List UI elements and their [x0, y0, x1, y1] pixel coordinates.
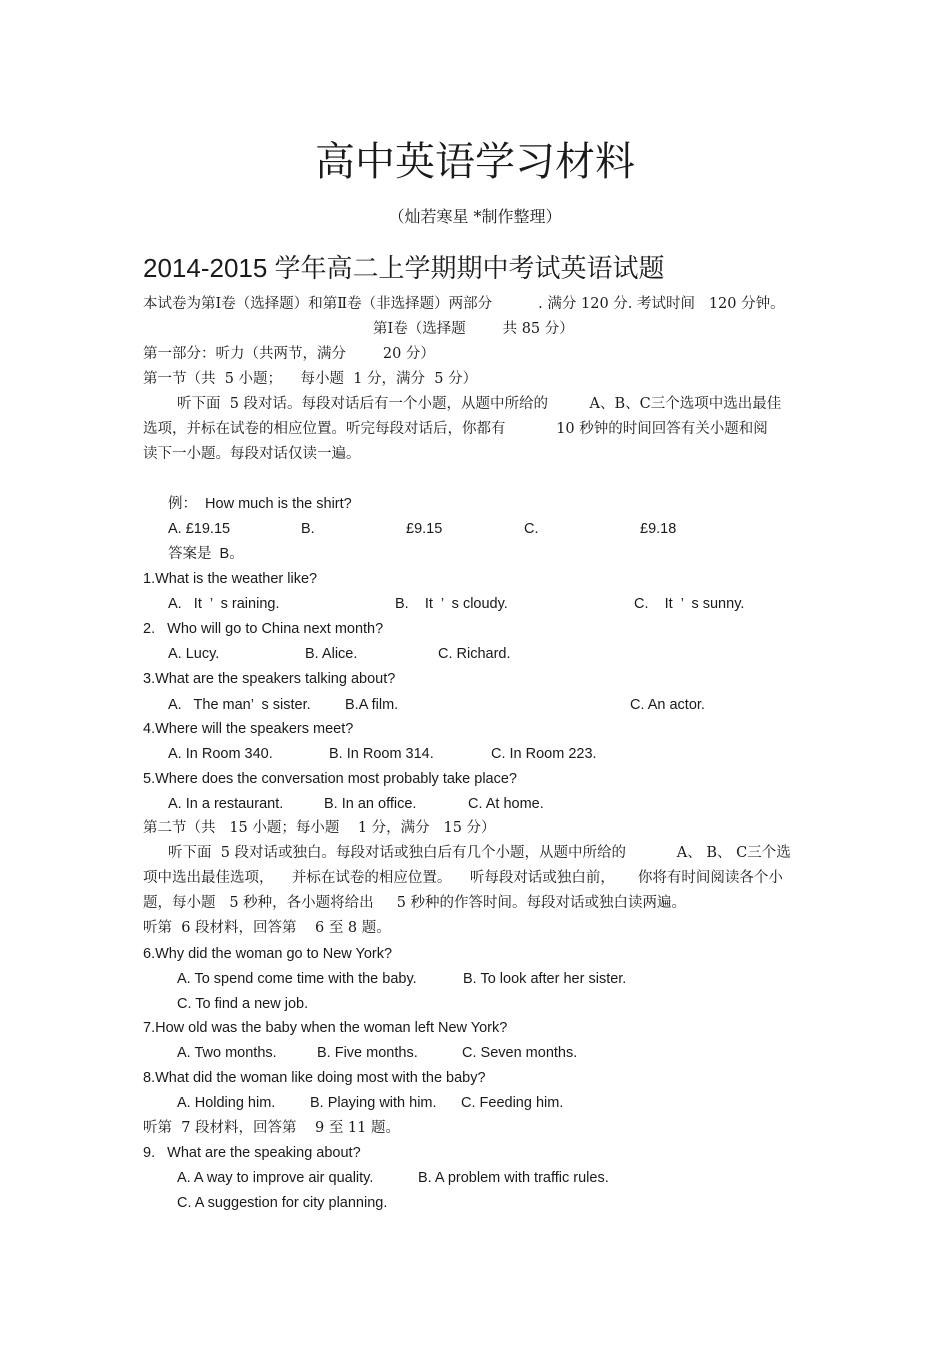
option: A. In a restaurant.	[168, 796, 284, 812]
option: B. To look after her sister.	[463, 971, 627, 987]
option: A. The man’ s sister.	[168, 697, 311, 713]
example-option-c: C.	[524, 521, 539, 537]
instruction-line: 题，每小题 5 秒种，各小题将给出 5 秒种的作答时间。每段对话或独白读两遍。	[143, 895, 687, 911]
option: A. Lucy.	[168, 646, 220, 662]
question: 1.What is the weather like?	[143, 571, 318, 587]
question: 3.What are the speakers talking about?	[143, 671, 396, 687]
option: B. In an office.	[324, 796, 417, 812]
option: B. Playing with him.	[310, 1095, 437, 1111]
question: 2. Who will go to China next month?	[143, 621, 384, 637]
option: B. It ’ s cloudy.	[395, 596, 508, 612]
option: B. In Room 314.	[329, 746, 434, 762]
option: A. A way to improve air quality.	[177, 1170, 374, 1186]
option: A. Two months.	[177, 1045, 277, 1061]
option: C. An actor.	[630, 697, 705, 713]
question: 5.Where does the conversation most probably take place?	[143, 771, 517, 787]
option: C. To find a new job.	[177, 996, 309, 1012]
option: A. It ’ s raining.	[168, 596, 280, 612]
exam-title: 2014-2015 学年高二上学期期中考试英语试题	[143, 253, 665, 283]
instruction-line: 读下一小题。每段对话仅读一遍。	[143, 446, 361, 462]
option: C. Richard.	[438, 646, 511, 662]
question: 9. What are the speaking about?	[143, 1145, 361, 1161]
option: A. Holding him.	[177, 1095, 276, 1111]
question: 6.Why did the woman go to New York?	[143, 946, 393, 962]
material-heading: 听第 7 段材料，回答第 9 至 11 题。	[143, 1120, 400, 1136]
example-option-b: B.	[301, 521, 315, 537]
example-answer: 答案是 B。	[168, 546, 244, 562]
example-option-b-value: £9.15	[406, 521, 443, 537]
option: C. In Room 223.	[491, 746, 597, 762]
page-title: 高中英语学习材料	[315, 139, 635, 185]
option: C. Feeding him.	[461, 1095, 564, 1111]
example-option-c-value: £9.18	[640, 521, 677, 537]
part-heading: 第一部分：听力（共两节，满分 20 分）	[143, 346, 435, 362]
page-subtitle: （灿若寒星 *制作整理）	[388, 207, 562, 226]
instruction-line: 选项，并标在试卷的相应位置。听完每段对话后，你都有 10 秒钟的时间回答有关小题和阅	[143, 421, 768, 437]
option: C. Seven months.	[462, 1045, 578, 1061]
volume-heading: 第Ⅰ卷（选择题 共 85 分）	[373, 321, 574, 337]
option: C. It ’ s sunny.	[634, 596, 745, 612]
question: 8.What did the woman like doing most with the baby?	[143, 1070, 486, 1086]
instruction-line: 听下面 5 段对话或独白。每段对话或独白后有几个小题，从题中所给的 A、 B、 C三个选	[168, 845, 791, 861]
material-heading: 听第 6 段材料，回答第 6 至 8 题。	[143, 920, 391, 936]
option: A. To spend come time with the baby.	[177, 971, 417, 987]
option: A. In Room 340.	[168, 746, 273, 762]
option: B. A problem with traffic rules.	[418, 1170, 609, 1186]
example-question: 例： How much is the shirt?	[168, 496, 352, 512]
question: 7.How old was the baby when the woman left New York?	[143, 1020, 508, 1036]
option: B. Alice.	[305, 646, 358, 662]
section-heading: 第二节（共 15 小题；每小题 1 分，满分 15 分）	[143, 820, 496, 836]
intro-line: 本试卷为第Ⅰ卷（选择题）和第Ⅱ卷（非选择题）两部分 . 满分 120 分. 考试时间 120 分钟。	[143, 296, 785, 312]
option: C. A suggestion for city planning.	[177, 1195, 388, 1211]
instruction-line: 项中选出最佳选项， 并标在试卷的相应位置。 听每段对话或独白前， 你将有时间阅读各个小	[143, 870, 783, 886]
question: 4.Where will the speakers meet?	[143, 721, 354, 737]
example-option-a: A. £19.15	[168, 521, 231, 537]
option: B.A film.	[345, 697, 399, 713]
option: C. At home.	[468, 796, 544, 812]
section-heading: 第一节（共 5 小题； 每小题 1 分，满分 5 分）	[143, 371, 478, 387]
instruction-line: 听下面 5 段对话。每段对话后有一个小题，从题中所给的 A、B、C三个选项中选出最佳	[177, 396, 782, 412]
option: B. Five months.	[317, 1045, 418, 1061]
